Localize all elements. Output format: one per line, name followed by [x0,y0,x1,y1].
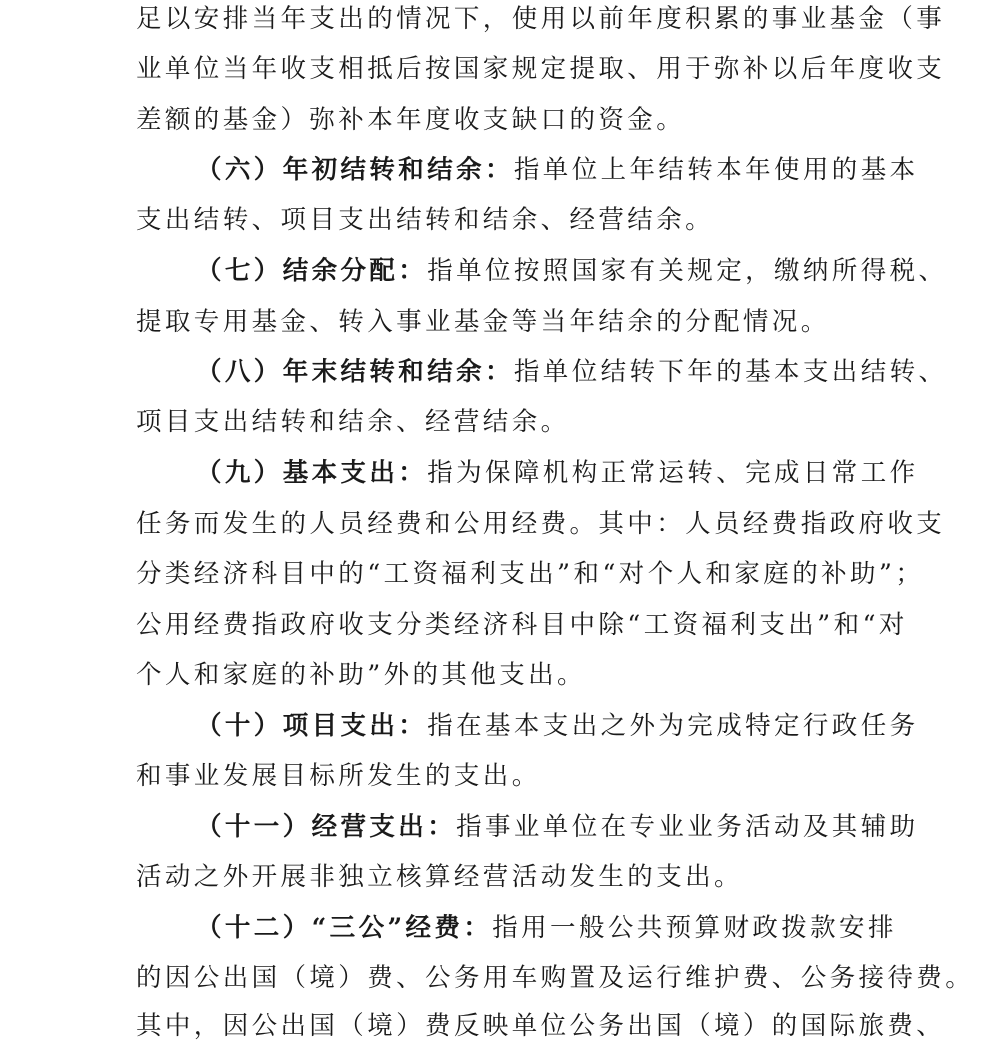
paragraph-line: 支出结转、项目支出结转和结余、经营结余。 [136,205,715,235]
definition-text: 指用一般公共预算财政拨款安排 [492,913,897,943]
paragraph-first-line [196,153,919,187]
paragraph-first-line [196,810,919,844]
definition-text: 指单位上年结转本年使用的基本 [513,155,919,185]
term-heading: （十一）经营支出： [196,812,457,842]
paragraph-line: 业单位当年收支相抵后按国家规定提取、用于弥补以后年度收支 [136,54,946,84]
definition-text: 指在基本支出之外为完成特定行政任务 [427,711,919,741]
paragraph-first-line [196,254,947,288]
term-heading: （八）年末结转和结余： [196,357,514,387]
paragraph-line: 个人和家庭的补助”外的其他支出。 [136,660,586,690]
paragraph-line: 任务而发生的人员经费和公用经费。其中：人员经费指政府收支 [136,509,946,539]
paragraph-line: 其中，因公出国（境）费反映单位公务出国（境）的国际旅费、 [136,1011,946,1041]
term-heading: （七）结余分配： [196,256,428,286]
paragraph-first-line [196,355,947,389]
definition-text: 指为保障机构正常运转、完成日常工作 [427,458,919,488]
paragraph-line: 公用经费指政府收支分类经济科目中除“工资福利支出”和“对 [136,610,908,640]
paragraph-line: 的因公出国（境）费、公务用车购置及运行维护费、公务接待费。 [136,963,975,993]
paragraph-first-line [196,456,919,490]
paragraph-line: 提取专用基金、转入事业基金等当年结余的分配情况。 [136,307,830,337]
paragraph-first-line [196,709,919,743]
paragraph-line: 和事业发展目标所发生的支出。 [136,761,541,791]
paragraph-line: 差额的基金）弥补本年度收支缺口的资金。 [136,105,686,135]
paragraph-line: 分类经济科目中的“工资福利支出”和“对个人和家庭的补助”； [136,559,925,589]
definition-text: 指单位结转下年的基本支出结转、 [513,357,948,387]
term-heading: （九）基本支出： [196,458,428,488]
paragraph-first-line [196,911,897,945]
term-heading: （十）项目支出： [196,711,428,741]
term-heading: （六）年初结转和结余： [196,155,514,185]
paragraph-line: 足以安排当年支出的情况下，使用以前年度积累的事业基金（事 [136,4,946,34]
term-heading: （十二）“三公”经费： [196,913,493,943]
paragraph-line: 项目支出结转和结余、经营结余。 [136,407,570,437]
paragraph-line: 活动之外开展非独立核算经营活动发生的支出。 [136,862,743,892]
definition-text: 指事业单位在专业业务活动及其辅助 [456,812,919,842]
definition-text: 指单位按照国家有关规定，缴纳所得税、 [427,256,948,286]
